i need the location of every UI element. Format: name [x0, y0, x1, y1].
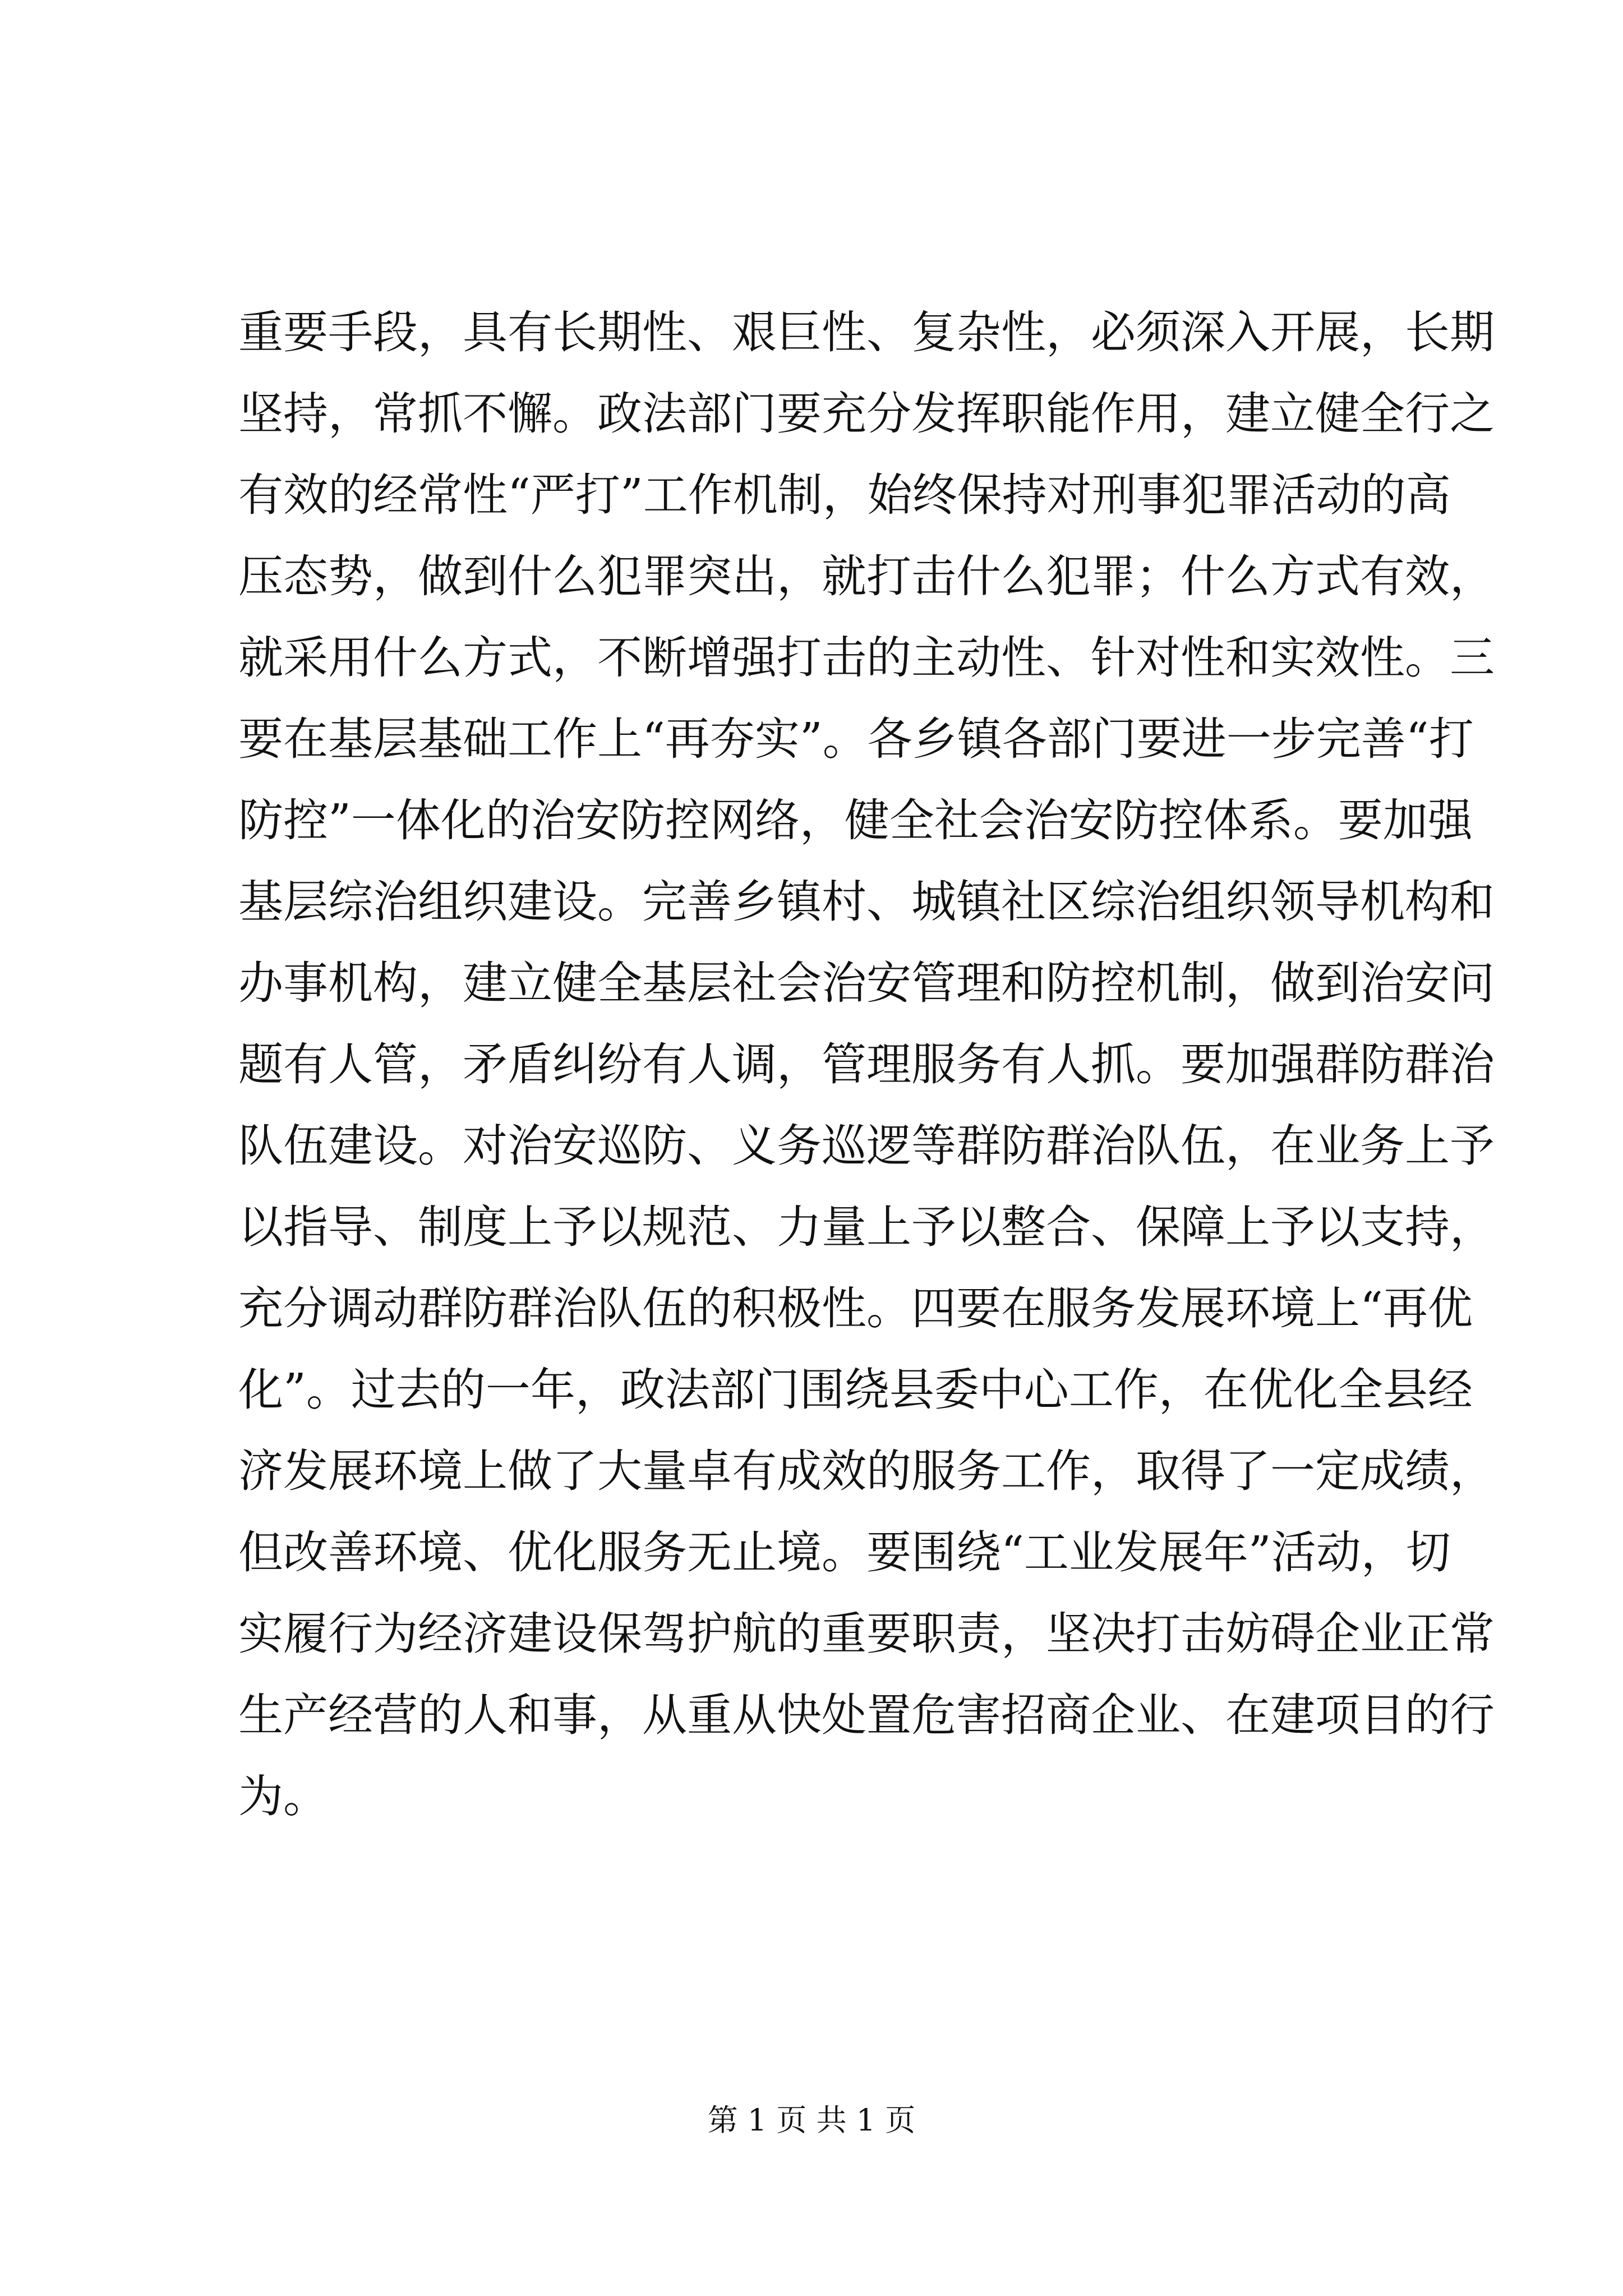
- text-line: 坚持，常抓不懈。政法部门要充分发挥职能作用，建立健全行之: [238, 388, 1495, 440]
- text-line: 队伍建设。对治安巡防、义务巡逻等群防群治队伍，在业务上予: [238, 1120, 1495, 1172]
- text-line: 化”。过去的一年，政法部门围绕县委中心工作，在优化全县经: [238, 1364, 1473, 1416]
- text-line: 要在基层基础工作上“再夯实”。各乡镇各部门要进一步完善“打: [238, 713, 1474, 765]
- text-line: 压态势，做到什么犯罪突出，就打击什么犯罪；什么方式有效，: [238, 550, 1495, 602]
- body-paragraph: [238, 292, 1495, 1837]
- text-line: 有效的经常性“严打”工作机制，始终保持对刑事犯罪活动的高: [238, 469, 1451, 521]
- text-line: 但改善环境、优化服务无止境。要围绕“工业发展年”活动，切: [238, 1526, 1451, 1579]
- text-line: 为。: [238, 1770, 328, 1823]
- text-line: 就采用什么方式，不断增强打击的主动性、针对性和实效性。三: [238, 632, 1495, 684]
- page-number: 第 1 页 共 1 页: [707, 2102, 916, 2138]
- text-line: 基层综治组织建设。完善乡镇村、城镇社区综治组织领导机构和: [238, 876, 1495, 928]
- page-footer: [0, 2101, 1623, 2140]
- text-line: 以指导、制度上予以规范、力量上予以整合、保障上予以支持，: [238, 1201, 1495, 1253]
- text-line: 重要手段，具有长期性、艰巨性、复杂性，必须深入开展，长期: [238, 306, 1495, 358]
- text-line: 生产经营的人和事，从重从快处置危害招商企业、在建项目的行: [238, 1689, 1495, 1741]
- text-line: 充分调动群防群治队伍的积极性。四要在服务发展环境上“再优: [238, 1282, 1473, 1335]
- text-line: 题有人管，矛盾纠纷有人调，管理服务有人抓。要加强群防群治: [238, 1038, 1495, 1091]
- text-line: 济发展环境上做了大量卓有成效的服务工作，取得了一定成绩，: [238, 1445, 1495, 1497]
- text-line: 防控”一体化的治安防控网络，健全社会治安防控体系。要加强: [238, 794, 1473, 846]
- text-line: 办事机构，建立健全基层社会治安管理和防控机制，做到治安问: [238, 957, 1495, 1009]
- text-line: 实履行为经济建设保驾护航的重要职责，坚决打击妨碍企业正常: [238, 1608, 1495, 1660]
